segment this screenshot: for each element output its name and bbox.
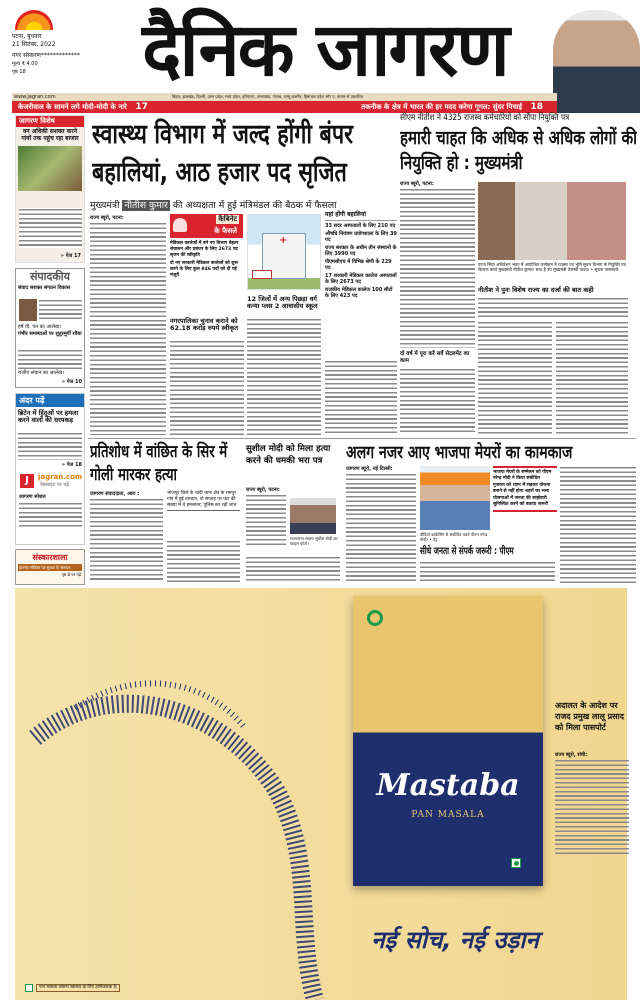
photo-caption: पटना स्थित अधिवेशन भवन में आयोजित कार्यक्रम में राजस्व एवं भूमि सुधार विभाग के नियुक्ति पत्र वितरण करते मुख्यमंत्री नीतीश कुमार। साथ हैं उप मुख्यमंत्री तेजस्वी यादव। • सूचना जनसंपर्क [478, 262, 626, 272]
lalu-headline[interactable]: अदालत के आदेश पर राजद प्रमुख लालू प्रसाद को मिला पासपोर्ट [555, 701, 624, 732]
editorial-author-2: राजीव सचान का आलेख। [18, 370, 65, 376]
pm-photo-caption: वीडियो कांफ्रेंसिंग से संबोधित करते पीएम नरेन्द्र मोदी। • प्रेट्र [420, 532, 488, 542]
city-day: पटना, बुधवार [12, 33, 42, 40]
jagran-special-box [15, 115, 85, 263]
article-body-text [18, 349, 82, 369]
article-body-text [478, 297, 628, 317]
nitish-name-highlight: नीतीश कुमार [124, 200, 168, 211]
editorial-item-2[interactable]: गंभीर समस्याओं पर शुतुरमुर्गी रवैया [18, 331, 82, 337]
article-body-text [400, 368, 475, 435]
special-headline[interactable]: वन अधिकी सशक्त करने गांवों तक पहुंच रहा बाजार [21, 128, 79, 142]
sanskarshala-title: संस्कारशाला [32, 553, 68, 562]
jagran-site-link[interactable]: jagran.com [38, 473, 83, 481]
jagran-j-icon: J [20, 474, 34, 488]
author-photo [19, 299, 37, 321]
pichai-photo [553, 10, 640, 113]
product-pack [353, 596, 543, 886]
editorial-author-1: हर्ष वी. पंत का आलेख। [18, 324, 61, 330]
sushil-modi-caption: राज्यसभा सदस्य सुशील मोदी का फाइल फोटो। [290, 536, 338, 546]
crime-headline[interactable]: प्रतिशोध में वांछित के सिर में गोली मारकर हत्या [90, 442, 228, 485]
inside-headline[interactable]: ब्रिटेन में हिंदुओं पर हमला करने वालों की धरपकड़ [18, 409, 79, 425]
jobs-list: यहां होंगी बहालियां 33 सदर अस्पतालों के लिए 210 पद औषधि नियंत्रण प्रयोगशाला के लिए 39 पद राज्य सरकार के अधीन तीन संस्थानों के लिए 3990 पद पीएमसीएच में विभिन्न श्रेणी के 229 पद 17 सरकारी मेडिकल कालेज अस्पतालों के लिए 2673 पद राजकीय मेडिकल कालेज 100 सीटों के लिए 423 पद [325, 211, 397, 299]
lead-dateline: राज्य ब्यूरो, पटना: [90, 215, 124, 221]
article-body-text [555, 759, 629, 854]
teaser-2[interactable]: तकनीक के क्षेत्र में भारत की हर मदद करेगा गूगल: सुंदर पिचाई 18 [361, 102, 543, 112]
threat-dateline: राज्य ब्यूरो, पटना: [246, 487, 280, 493]
article-body-text [167, 540, 240, 582]
ad-product: PAN MASALA [411, 810, 485, 820]
right-subhead[interactable]: नीतीश ने पुनः विशेष राज्य का दर्जा की बात कही [478, 286, 594, 294]
edition: नगर संस्करण************* [12, 52, 80, 59]
editorial-box [15, 268, 85, 388]
article-body-text [90, 222, 166, 435]
horse-particle-art [15, 588, 345, 1000]
website-link[interactable]: www.jagran.com [14, 94, 56, 100]
crime-dateline: जागरण संवाददाता, आरा : [90, 491, 140, 497]
jobs-item: 33 सदर अस्पतालों के लिए 210 पद [325, 222, 396, 229]
article-body-text [325, 360, 397, 435]
cm-appointment-photo [478, 182, 626, 260]
jobs-item: पीएमसीएच में विभिन्न श्रेणी के 229 पद [325, 258, 392, 271]
ad-brand: Mastaba [376, 768, 520, 803]
lead-subline: मुख्यमंत्री नीतीश कुमार की अध्यक्षता में हुई मंत्रिमंडल की बैठक में फैसला [90, 200, 337, 211]
right-subhead-2[interactable]: दो वर्ष में पूरा करें सर्वे सेटलमेंट का काम [400, 351, 470, 364]
editorial-page[interactable]: » पेज 10 [61, 379, 82, 385]
masthead-title: दैनिक जागरण [142, 7, 508, 93]
jobs-item: राजकीय मेडिकल कालेज 100 सीटों के लिए 423 पद [325, 286, 393, 299]
bullet-item: योजनाओं में जनता की साझेदारी सुनिश्चित करने को बताया जरूरी [493, 496, 548, 507]
article-body-text [246, 494, 286, 548]
right-headline[interactable]: हमारी चाहत कि अधिक से अधिक लोगों की नियुक्ति हो : मुख्यमंत्री [400, 127, 637, 174]
sanskarshala-box[interactable] [15, 549, 85, 585]
teaser-1[interactable]: केजरीवाल के सामने लगे मोदी-मोदी के नारे 17 [18, 102, 148, 112]
ad-tagline: नई सोच, नई उड़ान [371, 926, 539, 954]
veg-mark-icon [25, 984, 33, 992]
price: मूल्य ₹ 4.00 [12, 61, 38, 67]
special-label: जागरण विशेष [16, 116, 84, 127]
bjp-headline[interactable]: अलग नजर आए भाजपा मेयरों का कामकाज [346, 443, 573, 463]
article-body-text [39, 299, 82, 321]
inside-box [15, 393, 85, 545]
teaser-bar [12, 101, 557, 113]
date: 21 सितंबर, 2022 [12, 41, 56, 48]
people-icon [173, 218, 187, 232]
sub-story-1-headline[interactable]: नगरपालिका चुनाव कराने को 62.18 करोड़ रुपये स्वीकृत [170, 317, 239, 333]
article-body-text [247, 318, 321, 435]
article-body-text [400, 188, 475, 348]
crime-deck: भोजपुर जिले के चांदी थाना क्षेत्र के रामपुर गांव में हुई वारदात, दो सप्ताह पर घंटा की संख्या में थे हमलावर, पुलिस कर रही जांच [167, 491, 240, 511]
bullet-item: गुजरात को ध्यान में रखकर योजना बनाने से नहीं होगा शहरों का भला [493, 483, 551, 494]
forest-photo [18, 146, 82, 191]
cabinet-box [170, 214, 243, 314]
pages: पृष्ठ 18 [12, 69, 26, 75]
jobs-item: 17 सरकारी मेडिकल कालेज अस्पतालों के लिए 2673 पद [325, 272, 397, 285]
pm-modi-photo [420, 466, 490, 530]
lead-headline[interactable]: स्वास्थ्य विभाग में जल्द होंगी बंपर बहालियां, आठ हजार पद सृजित [92, 119, 353, 188]
editorial-label: संपादकीय [29, 270, 71, 283]
jobs-item: राज्य सरकार के अधीन तीन संस्थानों के लिए 3990 पद [325, 244, 397, 257]
mastaba-ad[interactable] [15, 588, 627, 1000]
article-body-text [346, 473, 416, 582]
sushil-modi-photo [290, 498, 336, 534]
veg-mark-icon [511, 858, 521, 868]
red-cross-icon: + [279, 235, 288, 246]
article-body-text [170, 340, 244, 435]
inside-page[interactable]: » पेज 18 [61, 462, 82, 468]
jobs-item: औषधि नियंत्रण प्रयोगशाला के लिए 39 पद [325, 230, 397, 243]
editorial-item-1[interactable]: संवाद सशक्त संगठन विकास [18, 285, 71, 292]
ad-warning: पान मसाला चबाना स्वास्थ्य के लिए हानिकारक है। [25, 984, 120, 992]
cabinet-item: दो नए सरकारी मेडिकल कालेजों को शुरू करने के लिए कुल 846 पदों को दी गई मंजूरी [170, 261, 238, 278]
bjp-dateline: जागरण ब्यूरो, नई दिल्ली: [346, 466, 393, 472]
jagran-special-label: जागरण स्पेशल [19, 494, 46, 500]
special-page[interactable]: » पेज 17 [60, 253, 81, 259]
right-dateline: राज्य ब्यूरो, पटना: [400, 181, 434, 187]
cabinet-header: कैबिनेट के फैसले [170, 214, 243, 238]
article-body-text [560, 466, 636, 583]
bjp-bullets [493, 466, 557, 512]
jagran-site-sub: वेबसाइट पर पढ़ें [40, 482, 70, 488]
article-body-text [90, 498, 163, 582]
inside-label: अंदर पढ़ें [16, 394, 84, 407]
article-body-text [18, 432, 82, 460]
right-kicker: सीएम नीतीश ने 4325 राजस्व कर्मचारियों को सौंपा नियुक्ति पत्र [400, 113, 570, 123]
info-strip [12, 93, 557, 101]
jagran-sun-logo [15, 10, 53, 30]
article-body-text [246, 556, 340, 582]
article-body-text [19, 208, 82, 248]
bullet-item: भाजपा मेयरों के सम्मेलन को पीएम नरेन्द्र मोदी ने किया संबोधित [493, 470, 552, 481]
article-body-text [556, 321, 628, 435]
cabinet-item: मेडिकल कालेजों में बने नए विभाग बेहतर संचालन और प्रबंधन के लिए 2673 पद सृजन की स्वीकृति [170, 241, 239, 258]
threat-headline[interactable]: सुशील मोदी को मिला हत्या करने की धमकी भरा पत्र [246, 444, 331, 466]
sanskarshala-page: पृष्ठ 8 पर पढ़ें [61, 572, 81, 577]
article-body-text [19, 502, 82, 528]
article-body-text [420, 561, 555, 583]
sanskarshala-sub: इंटरनेट मीडिया पर सुरक्षा के संस्कार [18, 564, 82, 571]
lalu-dateline: राज्य ब्यूरो, रांची: [555, 752, 588, 758]
article-body-text [478, 321, 552, 435]
sub-story-2-headline[interactable]: 12 जिलों में अन्य पिछड़ा वर्ग कन्या प्लस 2 आवासीय स्कूल [247, 295, 318, 311]
published-states: बिहार, झारखंड, दिल्ली, उत्तर प्रदेश, मध्य प्रदेश, हरियाणा, उत्तराखंड, पंजाब, जम्मू कश्मीर, हिमाचल प्रदेश और प. बंगाल से प्रकाशित [172, 94, 364, 99]
ambulance-icon [252, 270, 272, 279]
hospital-illustration [247, 214, 321, 290]
bjp-subhead[interactable]: सीधे जनता से संपर्क जरूरी : पीएम [420, 546, 514, 557]
brand-logo-icon [367, 610, 383, 626]
